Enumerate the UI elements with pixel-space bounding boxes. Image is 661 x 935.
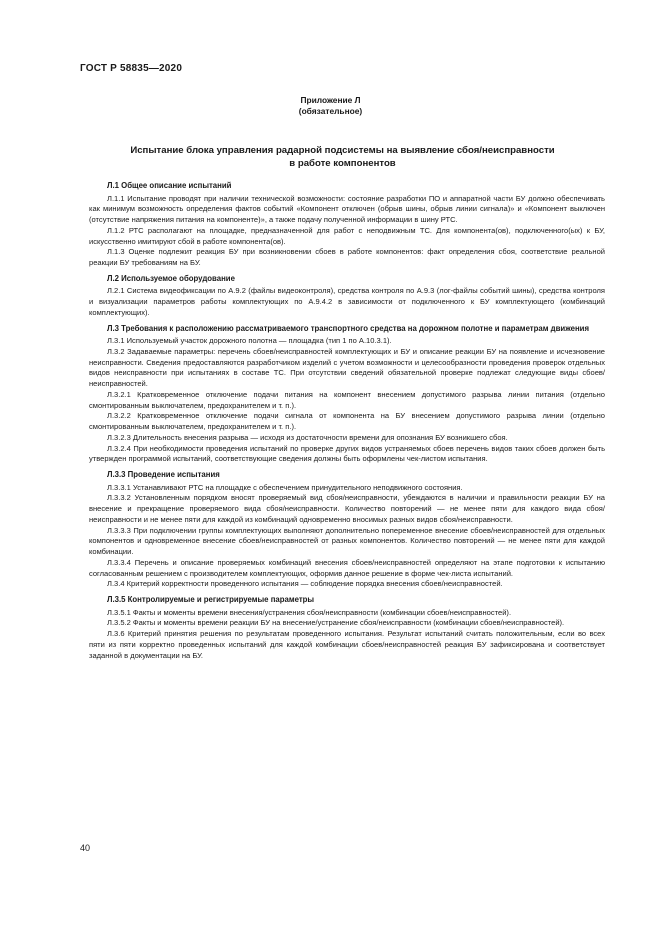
paragraph: Л.3.5.2 Факты и моменты времени реакции БУ на внесение/устранение сбоя/неисправности (комбинации сбоев/неисправностей). bbox=[107, 618, 565, 628]
section-heading: Л.3.5 Контролируемые и регистрируемые параметры bbox=[107, 595, 315, 604]
section-heading: Л.3.3 Проведение испытания bbox=[107, 470, 220, 479]
appendix-title: Приложение Л bbox=[300, 95, 361, 105]
page-number: 40 bbox=[80, 843, 91, 853]
paragraph: Л.3.4 Критерий корректности проведенного испытания — соблюдение порядка внесения сбоев/неисправностей. bbox=[107, 579, 503, 589]
paragraph: Л.3.3.3 При подключении группы комплектующих выполняют дополнительно попеременное внесение сбоев/неисправностей для отдельных компонентов и одновременное внесение сбоев/неисправностей от разных компонентов. Количество повторений — не менее пяти для каждой комбинации. bbox=[89, 525, 605, 556]
section-heading: Л.3 Требования к расположению рассматриваемого транспортного средства на дорожном полотне и параметрам движения bbox=[107, 323, 590, 333]
paragraph: Л.3.2.2 Кратковременное отключение подачи сигнала от компонента на БУ внесением допустимого разрыва линии (отдельно смонтированным выключателем, предохранителем и т. п.). bbox=[89, 411, 605, 431]
paragraph: Л.2.1 Система видеофиксации по А.9.2 (файлы видеоконтроля), средства контроля по А.9.3 (лог-файлы событий шины), средства контроля и визуализации параметров работы комплектующих по А.9.4.2 в зависимости от подключенного к БУ комплектующего (комбинаций комплектующих). bbox=[89, 286, 605, 317]
paragraph: Л.3.6 Критерий принятия решения по результатам проведенного испытания. Результат испытаний считать положительным, если во всех пяти из пяти корректно проведенных испытаний для каждой комбинации сбоев/неисправностей реакция БУ зафиксирована и соответствует заданной в документации на БУ. bbox=[89, 629, 605, 660]
paragraph: Л.3.3.4 Перечень и описание проверяемых комбинаций внесения сбоев/неисправностей определяют на этапе подготовки к испытанию согласованным решением с производителем комплектующих, оформив данное решение в форме чек-листа испытаний. bbox=[89, 557, 605, 578]
paragraph: Л.3.3.1 Устанавливают РТС на площадке с обеспечением принудительного неподвижного состояния. bbox=[107, 482, 463, 492]
paragraph: Л.3.2.1 Кратковременное отключение подачи питания на компонент внесением допустимого разрыва линии питания (отдельно смонтированным выключателем, предохранителем и т. п.). bbox=[89, 389, 605, 410]
paragraph: Л.3.1 Используемый участок дорожного полотна — площадка (тип 1 по А.10.3.1). bbox=[107, 336, 392, 345]
paragraph: Л.1.3 Оценке подлежит реакция БУ при возникновении сбоев в работе компонентов: факт определения сбоя, соответствие реальной реакции БУ требованиям на БУ. bbox=[89, 247, 605, 267]
page-title-line-1: Испытание блока управления радарной подсистемы на выявление сбоя/неисправности bbox=[130, 145, 555, 156]
document-body bbox=[89, 181, 605, 661]
paragraph: Л.3.2.4 При необходимости проведения испытаний по проверке других видов устраняемых сбоев перечень видов таких сбоев должен быть утвержден программой испытаний, соответствующие сведения должны быть оформлены чек-листом испытания. bbox=[89, 443, 605, 464]
page-title bbox=[80, 145, 605, 170]
paragraph: Л.3.2 Задаваемые параметры: перечень сбоев/неисправностей комплектующих и БУ и описание реакции БУ на появление и исчезновение неисправности. Сведения предоставляются разработчиком изделий с учетом возможности и целесообразности проведения проверок отдельных видов неисправности при испытаниях в составе ТС. При отсутствии сведений обязательной проверке подлежат следующие виды сбоев/неисправностей. bbox=[89, 346, 605, 388]
paragraph: Л.3.3.2 Установленным порядком вносят проверяемый вид сбоя/неисправности, убеждаются в наличии и правильности реакции БУ на внесение и прекращение проверяемого вида сбоя/неисправности. Количество повторений — не менее пяти для каждого вида сбоя/неисправности и не менее пяти для каждой из комбинаций одновременно вносимых разных видов сбоя/неисправности. bbox=[89, 493, 605, 524]
paragraph: Л.1.1 Испытание проводят при наличии технической возможности: состояние разработки ПО и аппаратной части БУ должно обеспечивать как минимум возможность определения фактов событий «Компонент отключен (обрыв шины, обрыв линии сигнала)» и «Компонент выключен (отсутствие напряжения питания на компоненте)», а также подачу полученной информации в шину РТС. bbox=[89, 193, 605, 224]
section-heading: Л.2 Используемое оборудование bbox=[107, 273, 235, 283]
paragraph: Л.1.2 РТС располагают на площадке, предназначенной для работ с неподвижным ТС. Для компонента(ов), подключенного(ых) к БУ, искусственно имитируют сбой в работе компонента(ов). bbox=[89, 225, 605, 246]
appendix-status: (обязательное) bbox=[298, 106, 363, 116]
paragraph: Л.3.5.1 Факты и моменты времени внесения/устранения сбоя/неисправности (комбинации сбоев/неисправностей). bbox=[107, 607, 512, 617]
paragraph: Л.3.2.3 Длительность внесения разрыва — исходя из достаточности времени для опознания БУ возникшего сбоя. bbox=[107, 432, 508, 442]
page-title-line-2: в работе компонентов bbox=[289, 157, 396, 169]
document-id: ГОСТ Р 58835—2020 bbox=[80, 63, 183, 74]
section-heading: Л.1 Общее описание испытаний bbox=[107, 181, 232, 190]
